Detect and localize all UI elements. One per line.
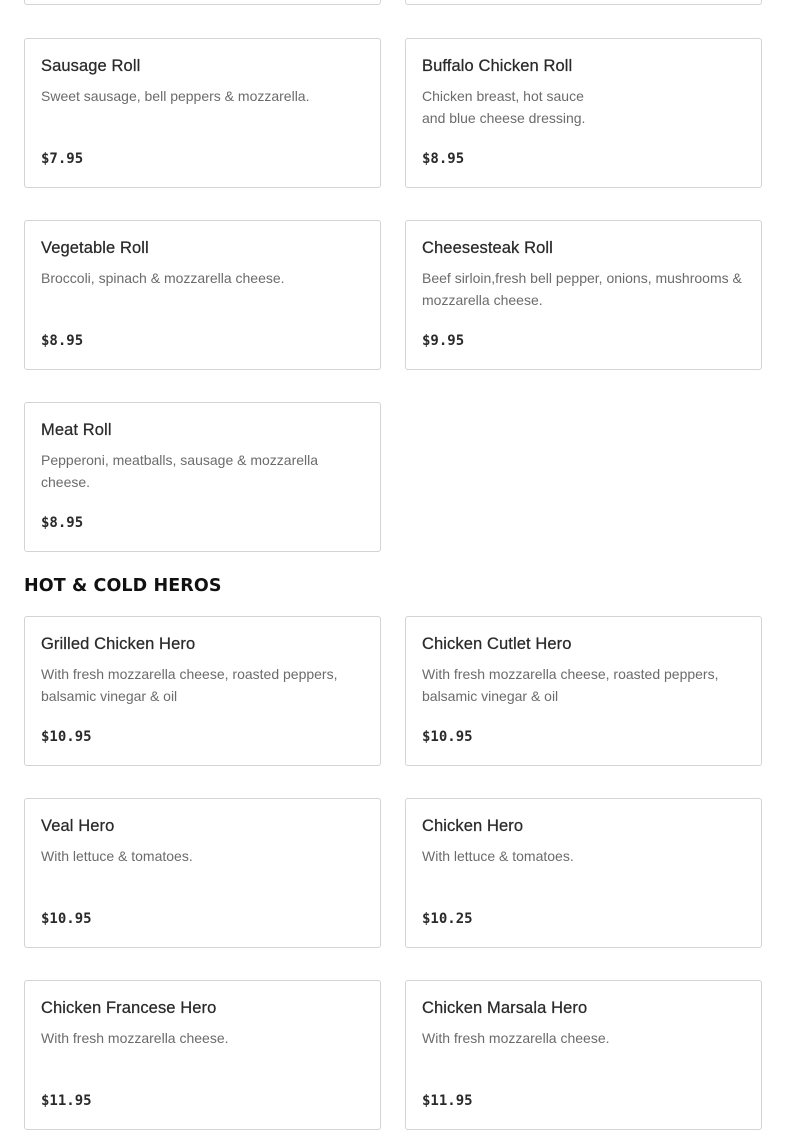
menu-item-price: $11.95 — [422, 1093, 473, 1109]
menu-item-price: $9.95 — [422, 333, 465, 349]
menu-item-description: Chicken breast, hot sauce and blue cheese dressing. — [422, 88, 586, 126]
menu-item-description: With fresh mozzarella cheese. — [422, 1030, 610, 1046]
menu-item-name: Buffalo Chicken Roll — [422, 57, 573, 75]
menu-item-name: Chicken Hero — [422, 817, 524, 835]
menu-item-price: $10.95 — [422, 729, 473, 745]
menu-item-price: $10.95 — [41, 729, 92, 745]
menu-item-card[interactable] — [24, 980, 381, 1130]
menu-item-name: Cheesesteak Roll — [422, 239, 553, 257]
menu-item-price: $8.95 — [41, 515, 84, 531]
menu-item-description: Beef sirloin,fresh bell pepper, onions, mushrooms & mozzarella cheese. — [422, 270, 742, 308]
menu-item-price: $10.95 — [41, 911, 92, 927]
menu-item-description: With fresh mozzarella cheese, roasted peppers, balsamic vinegar & oil — [422, 666, 719, 704]
menu-item-name: Vegetable Roll — [41, 239, 149, 257]
menu-item-description: With fresh mozzarella cheese. — [41, 1030, 229, 1046]
menu-item-name: Sausage Roll — [41, 57, 141, 75]
menu-item-card[interactable] — [405, 980, 762, 1130]
menu-item-card[interactable] — [24, 38, 381, 188]
menu-item-name: Chicken Marsala Hero — [422, 999, 588, 1017]
menu-item-card-partial[interactable] — [405, 0, 762, 5]
menu-item-card-partial[interactable] — [24, 0, 381, 5]
menu-item-description: Pepperoni, meatballs, sausage & mozzarella cheese. — [41, 452, 319, 490]
menu-item-card[interactable] — [405, 616, 762, 766]
menu-item-card[interactable] — [24, 798, 381, 948]
menu-item-description: With lettuce & tomatoes. — [422, 848, 574, 864]
section-heading: HOT & COLD HEROS — [24, 576, 222, 596]
menu-item-name: Chicken Cutlet Hero — [422, 635, 572, 653]
menu-item-description: Broccoli, spinach & mozzarella cheese. — [41, 270, 285, 286]
menu-item-card[interactable] — [405, 38, 762, 188]
menu-item-description: Sweet sausage, bell peppers & mozzarella. — [41, 88, 310, 104]
menu-item-description: With lettuce & tomatoes. — [41, 848, 193, 864]
menu-item-name: Veal Hero — [41, 817, 115, 835]
menu-item-description: With fresh mozzarella cheese, roasted peppers, balsamic vinegar & oil — [41, 666, 338, 704]
menu-item-name: Chicken Francese Hero — [41, 999, 217, 1017]
menu-item-card[interactable] — [24, 616, 381, 766]
menu-item-price: $8.95 — [422, 151, 465, 167]
menu-item-card[interactable] — [24, 220, 381, 370]
menu-item-card[interactable] — [405, 220, 762, 370]
menu-item-price: $8.95 — [41, 333, 84, 349]
menu-item-price: $11.95 — [41, 1093, 92, 1109]
menu-item-card[interactable] — [405, 798, 762, 948]
menu-item-price: $10.25 — [422, 911, 473, 927]
menu-item-price: $7.95 — [41, 151, 84, 167]
menu-item-name: Grilled Chicken Hero — [41, 635, 196, 653]
menu-item-card[interactable] — [24, 402, 381, 552]
menu-item-name: Meat Roll — [41, 421, 112, 439]
